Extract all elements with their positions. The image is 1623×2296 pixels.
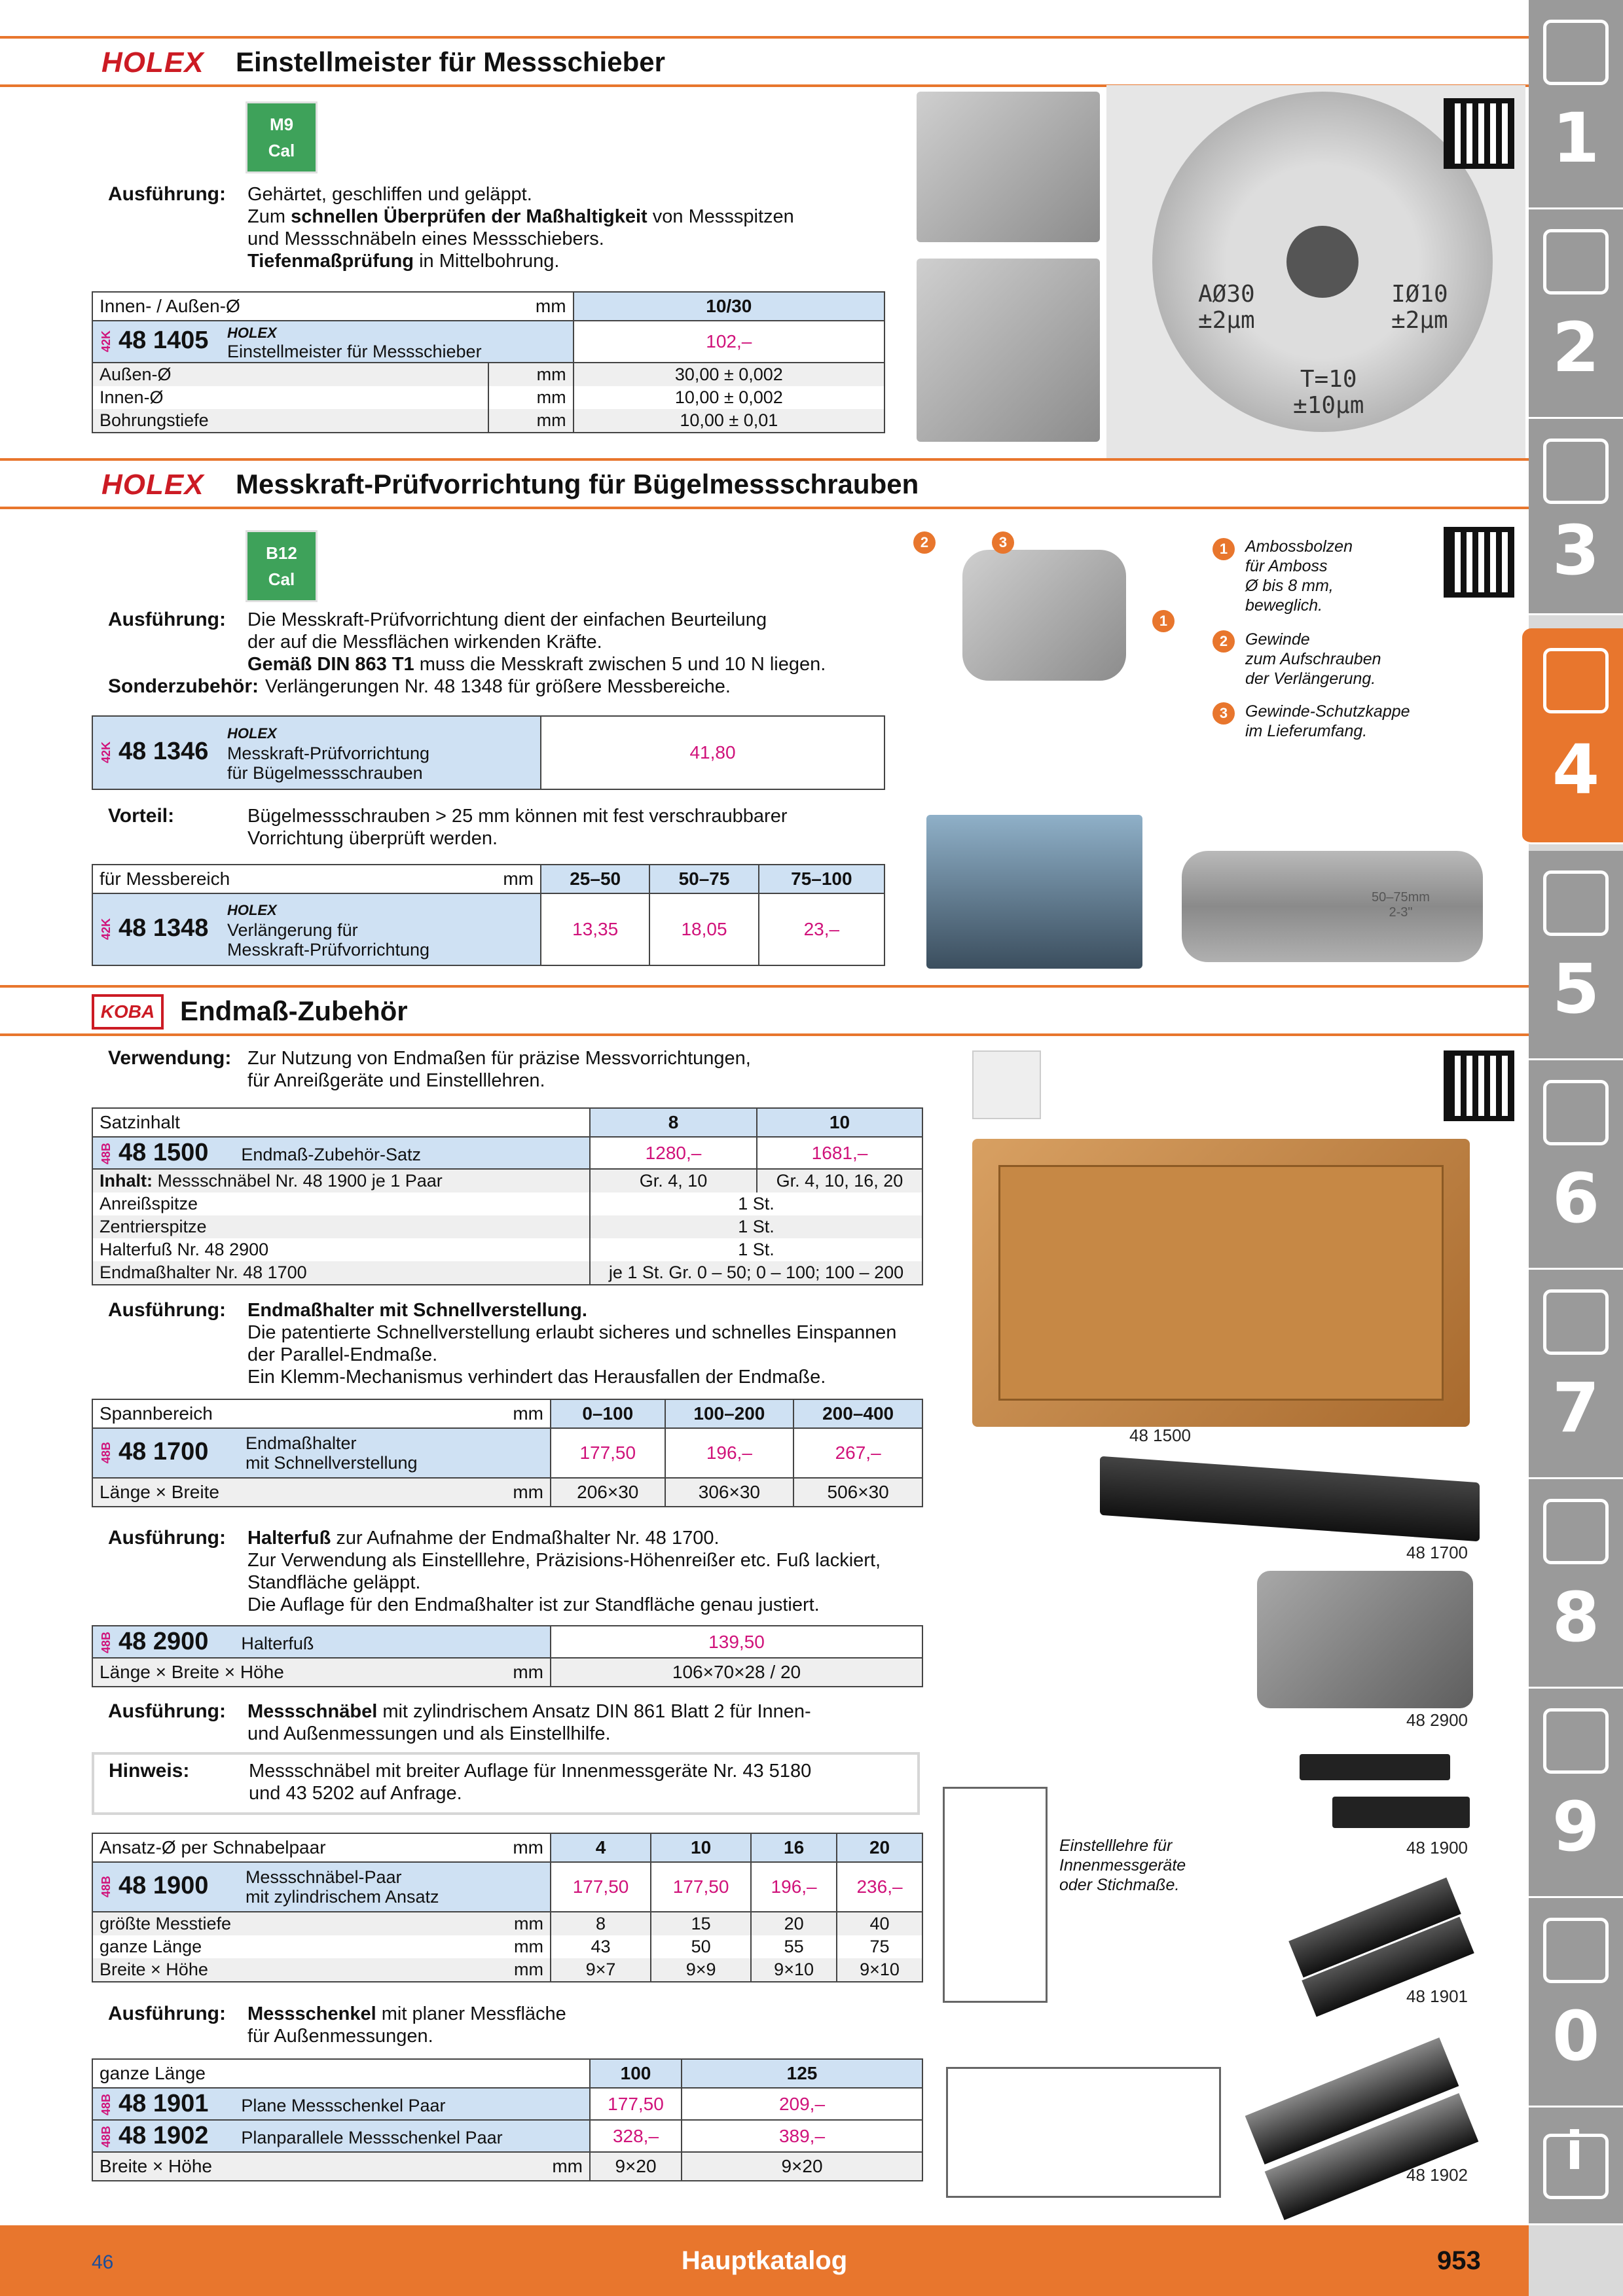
table-row[interactable]: 42K 48 1346 HOLEX Messkraft-Prüfvorrichtung für Bügelmessschrauben 41,80 — [92, 716, 884, 789]
caption-481700: 48 1700 — [1406, 1543, 1468, 1562]
callout-3: 3 — [992, 531, 1014, 554]
tab-chapter-3[interactable]: 3 — [1529, 419, 1623, 615]
extension-image — [1182, 851, 1483, 962]
hint-text: Messschnäbel mit breiter Auflage für Innenmessgeräte Nr. 43 5180 und 43 5202 auf Anfrage. — [249, 1761, 812, 1804]
caption-481902: 48 1902 — [1406, 2165, 1468, 2185]
product-table-481348: für Messbereich mm 25–50 50–75 75–100 42K 48 1348 HOLEX Verlängerung für Messkraft-Prüfvorrichtung 13,35 18,05 23,– — [92, 864, 885, 966]
legend-1-bullet: 1 — [1213, 538, 1235, 560]
legend-1-text: Ambossbolzen für Amboss Ø bis 8 mm, beweglich. — [1245, 537, 1353, 615]
wrench-icon — [1543, 1080, 1609, 1145]
tab-chapter-0[interactable]: 0 — [1529, 1898, 1623, 2108]
label-hinweis: Hinweis: — [109, 1760, 190, 1782]
table-row[interactable]: 48B 48 1902 Planparallele Messschenkel Paar 328,– 389,– — [92, 2120, 922, 2152]
case-inner — [998, 1165, 1444, 1401]
label-ausfuehrung: Ausführung: — [108, 609, 226, 630]
gauge-block-icon — [972, 1050, 1041, 1119]
arms-description: Messschenkel mit planer Messfläche für Außenmessungen. — [247, 2003, 566, 2047]
section-header-endmass — [0, 985, 1529, 1036]
sketch-note: Einstelllehre für Innenmessgeräte oder Stichmaße. — [1059, 1837, 1186, 1894]
product-table-482900: 48B 48 2900 Halterfuß 139,50 Länge × Breite × Höhe mm 106×70×28 / 20 — [92, 1625, 923, 1687]
holder-description: Endmaßhalter mit Schnellverstellung. Die patentierte Schnellverstellung erlaubt sicheres und schnelles Einspannen der Parallel-Endmaße. Ein Klemm-Mechanismus verhindert das Herausfallen der Endmaße. — [247, 1300, 897, 1388]
table-row[interactable]: 48B 48 1500 Endmaß-Zubehör-Satz 1280,– 1681,– — [92, 1137, 922, 1169]
description-text: Gehärtet, geschliffen und geläppt. Zum schnellen Überprüfen der Maßhaltigkeit von Messspitzen und Messschnäbeln eines Messschiebers. Tiefenmaßprüfung in Mittelbohrung. — [247, 184, 794, 272]
catalog-title: Hauptkatalog — [681, 2246, 848, 2275]
caption-481901: 48 1901 — [1406, 1986, 1468, 2006]
label-ausfuehrung: Ausführung: — [108, 1700, 226, 1722]
legend-3-bullet: 3 — [1213, 702, 1235, 725]
safety-icon — [1543, 1918, 1609, 1983]
tab-chapter-5[interactable]: 5 — [1529, 851, 1623, 1060]
label-vorteil: Vorteil: — [108, 805, 175, 827]
ring-engraving-a: AØ30 ±2µm — [1198, 281, 1255, 334]
product-table-481900: Ansatz-Ø per Schnabelpaar mm 4 10 16 20 48B 48 1900 Messschnäbel-Paar mit zylindrischem Ansatz 177,50 177,50 196,– 236,– größte Messtiefe mm 8 15 20 40 ganze Länge mm 43 50 55 75 Breite × Höhe mm 9×7 9×9 9×10 9×10 — [92, 1833, 923, 1982]
caliper-icon — [1543, 648, 1609, 713]
accessory-text: Verlängerungen Nr. 48 1348 für größere Messbereiche. — [265, 676, 731, 697]
ring-engraving-t: T=10 ±10µm — [1293, 366, 1364, 419]
extension-engraving: 50–75mm 2-3" — [1372, 890, 1430, 920]
caliper-photo — [917, 92, 1100, 242]
section-header-messkraft — [0, 458, 1529, 509]
advantage-text: Bügelmessschrauben > 25 mm können mit fest verschraubbarer Vorrichtung überprüft werden. — [247, 806, 788, 849]
label-sonderzubehoer: Sonderzubehör: — [108, 675, 259, 697]
hint-box — [92, 1752, 920, 1815]
caption-482900: 48 2900 — [1406, 1710, 1468, 1730]
holex-logo: HOLEX — [101, 46, 204, 79]
tab-info[interactable]: i — [1529, 2108, 1623, 2225]
category-badge: M9 Cal — [246, 101, 318, 173]
tab-chapter-9[interactable]: 9 — [1529, 1689, 1623, 1898]
chapter-tab-bar — [1529, 0, 1623, 2296]
koba-logo: KOBA — [92, 994, 164, 1030]
legend-3-text: Gewinde-Schutzkappe im Lieferumfang. — [1245, 702, 1410, 740]
qr-code[interactable] — [1444, 527, 1514, 598]
label-ausfuehrung: Ausführung: — [108, 2003, 226, 2024]
page-number-left: 46 — [92, 2251, 114, 2273]
caliper-photo-2 — [917, 259, 1100, 442]
label-ausfuehrung: Ausführung: — [108, 1527, 226, 1549]
callout-2: 2 — [913, 531, 936, 554]
tab-chapter-1[interactable]: 1 — [1529, 0, 1623, 209]
table-row[interactable]: 42K 48 1405 HOLEX Einstellmeister für Messschieber 102,– — [92, 321, 884, 363]
section-title: Messkraft-Prüfvorrichtung für Bügelmessschrauben — [236, 469, 919, 499]
usage-text: Zur Nutzung von Endmaßen für präzise Messvorrichtungen, für Anreißgeräte und Einstelllehren. — [247, 1048, 751, 1091]
legend-2-bullet: 2 — [1213, 630, 1235, 653]
jaw-image-2 — [1332, 1797, 1470, 1828]
label-ausfuehrung: Ausführung: — [108, 1299, 226, 1321]
category-badge: B12 Cal — [246, 530, 318, 602]
pliers-icon — [1543, 1289, 1609, 1355]
product-table-481405: Innen- / Außen-Ø mm 10/30 42K 48 1405 HOLEX Einstellmeister für Messschieber 102,– Außen-Ø mm 30,00 ± 0,002 Innen-Ø mm 10,00 ± 0,002 Bohrungstiefe mm 10,00 ± 0,01 — [92, 291, 885, 433]
foot-description: Halterfuß zur Aufnahme der Endmaßhalter Nr. 48 1700. Zur Verwendung als Einstelllehre, Präzisions-Höhenreißer etc. Fuß lackiert, Standfläche geläppt. Die Auflage für den Endmaßhalter ist zur Standfläche genau justiert. — [247, 1528, 881, 1615]
qr-code[interactable] — [1444, 1050, 1514, 1121]
tab-chapter-6[interactable]: 6 — [1529, 1060, 1623, 1270]
product-table-481346 — [92, 715, 885, 790]
tab-chapter-4[interactable]: 4 — [1522, 628, 1623, 844]
caption-481900: 48 1900 — [1406, 1838, 1468, 1857]
jaw-image-1 — [1300, 1754, 1450, 1780]
tab-chapter-8[interactable]: 8 — [1529, 1479, 1623, 1689]
tab-chapter-7[interactable]: 7 — [1529, 1270, 1623, 1479]
product-table-481700: Spannbereich mm 0–100 100–200 200–400 48B 48 1700 Endmaßhalter mit Schnellverstellung 177,50 196,– 267,– Länge × Breite mm 206×30 306×30 506×30 — [92, 1399, 923, 1507]
endmass-set-case-image — [972, 1139, 1470, 1427]
force-gauge-photo — [962, 550, 1126, 681]
foot-image — [1257, 1571, 1473, 1708]
qr-code[interactable] — [1444, 98, 1514, 169]
drill-bit-icon — [1543, 20, 1609, 85]
label-ausfuehrung: Ausführung: — [108, 183, 226, 205]
table-row[interactable]: 42K 48 1348 HOLEX Verlängerung für Messkraft-Prüfvorrichtung 13,35 18,05 23,– — [92, 893, 884, 965]
description-text: Die Messkraft-Prüfvorrichtung dient der einfachen Beurteilung der auf die Messflächen wirkenden Kräfte. Gemäß DIN 863 T1 muss die Messkraft zwischen 5 und 10 N liegen. — [247, 609, 826, 675]
table-row[interactable]: 48B 48 1901 Plane Messschenkel Paar 177,50 209,– — [92, 2088, 922, 2120]
table-row[interactable]: 48B 48 1700 Endmaßhalter mit Schnellverstellung 177,50 196,– 267,– — [92, 1428, 922, 1478]
setting-gauge-sketch — [943, 1787, 1048, 2003]
product-table-481500: Satzinhalt 8 10 48B 48 1500 Endmaß-Zubehör-Satz 1280,– 1681,– Inhalt: Messschnäbel Nr. 48 1900 je 1 Paar Gr. 4, 10 Gr. 4, 10, 16, 20 Anreißspitze 1 St. Zentrierspitze 1 St. Halterfuß Nr. 48 2900 1 St. Endmaßhalter Nr. 48 1700 je 1 St. Gr. 0 – 50; 0 – 100; 100 – 200 — [92, 1107, 923, 1285]
section-title: Endmaß-Zubehör — [180, 996, 408, 1026]
caption-481500: 48 1500 — [1129, 1426, 1191, 1445]
section-header-einstellmeister — [0, 36, 1529, 87]
label-verwendung: Verwendung: — [108, 1047, 232, 1069]
tab-chapter-2[interactable]: 2 — [1529, 209, 1623, 419]
footer-bar — [0, 2225, 1529, 2296]
product-table-481901-481902: ganze Länge 100 125 48B 48 1901 Plane Messschenkel Paar 177,50 209,– 48B 48 1902 Planparallele Messschenkel Paar 328,– 389,– Breite × Höhe mm 9×20 9×20 — [92, 2058, 923, 2181]
holex-logo: HOLEX — [101, 469, 204, 501]
micrometer-photo — [926, 815, 1142, 969]
saw-blade-icon — [1543, 870, 1609, 936]
table-row[interactable]: 48B 48 2900 Halterfuß 139,50 — [92, 1626, 922, 1658]
tool-holder-icon — [1543, 439, 1609, 504]
callout-1: 1 — [1152, 610, 1175, 632]
ring-bore — [1286, 226, 1359, 298]
jaws-description: Messschnäbel mit zylindrischem Ansatz DIN 861 Blatt 2 für Innen- und Außenmessungen und als Einstellhilfe. — [247, 1701, 811, 1744]
toolbox-icon — [1543, 1499, 1609, 1564]
section-title: Einstellmeister für Messschieber — [236, 46, 665, 77]
ring-engraving-i: IØ10 ±2µm — [1391, 281, 1448, 334]
page-number-right: 953 — [1437, 2246, 1481, 2275]
legend-2-text: Gewinde zum Aufschrauben der Verlängerung. — [1245, 630, 1381, 688]
cabinet-icon — [1543, 1708, 1609, 1774]
insert-icon — [1543, 229, 1609, 295]
holder-image — [1100, 1456, 1480, 1542]
table-row[interactable]: 48B 48 1900 Messschnäbel-Paar mit zylindrischem Ansatz 177,50 177,50 196,– 236,– — [92, 1862, 922, 1912]
arms-sketch — [946, 2067, 1221, 2198]
